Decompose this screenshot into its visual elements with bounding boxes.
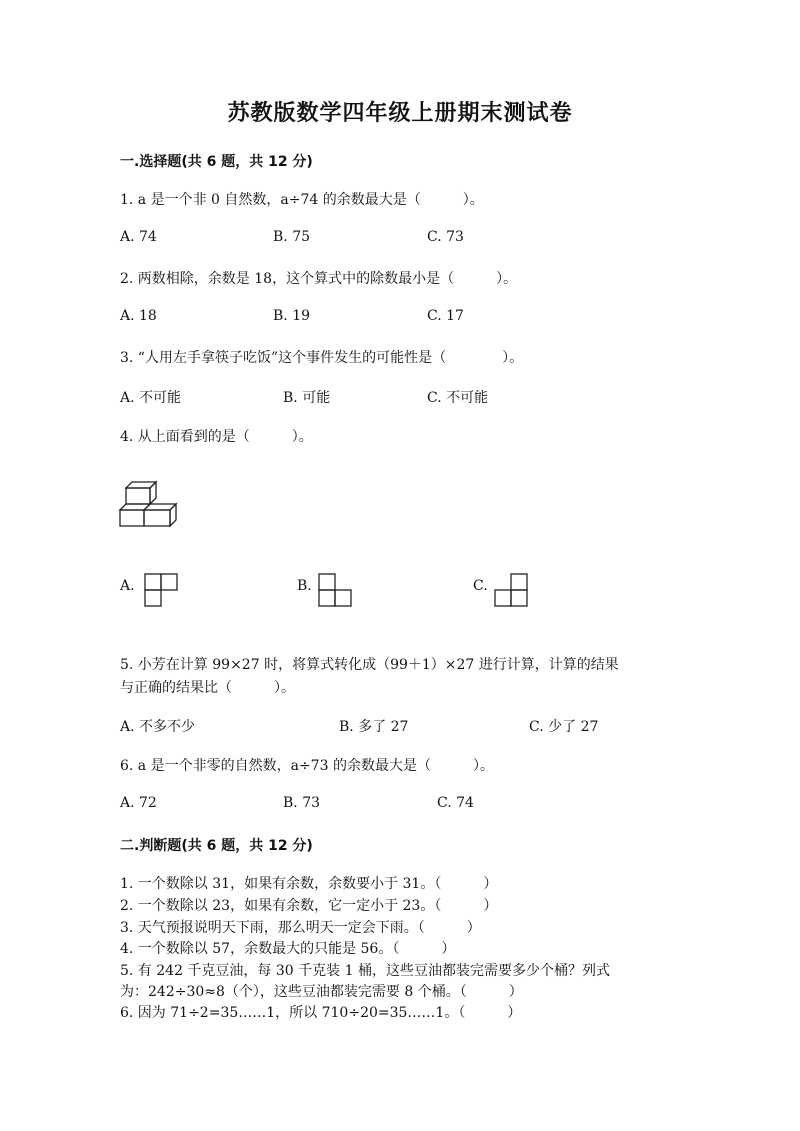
question-3-option-b: B. 可能: [283, 390, 331, 406]
question-4: 4. 从上面看到的是（ ）。: [120, 429, 313, 445]
question-5-line-1: 5. 小芳在计算 99×27 时，将算式转化成（99＋1）×27 进行计算，计算的结果: [120, 657, 619, 673]
question-4-option-c: C.: [473, 578, 488, 594]
question-1-option-a: A. 74: [120, 229, 157, 245]
cube-stack-figure: [118, 478, 184, 528]
question-6-option-a: A. 72: [120, 795, 157, 811]
question-1-option-c: C. 73: [427, 229, 464, 245]
question-3-option-c: C. 不可能: [427, 390, 489, 406]
question-2: 2. 两数相除，余数是 18，这个算式中的除数最小是（ ）。: [120, 271, 518, 287]
judgement-line-3: 3. 天气预报说明天下雨，那么明天一定会下雨。（ ）: [120, 920, 481, 936]
question-1: 1. a 是一个非 0 自然数，a÷74 的余数最大是（ ）。: [120, 192, 484, 208]
question-4-option-b: B.: [297, 578, 312, 594]
question-4-option-a: A.: [120, 578, 135, 594]
question-3-option-a: A. 不可能: [120, 390, 182, 406]
question-2-option-c: C. 17: [427, 308, 464, 324]
view-option-b-figure: [318, 572, 354, 608]
section-heading-choice: 一.选择题(共 6 题，共 12 分): [120, 154, 313, 170]
judgement-line-1: 1. 一个数除以 31，如果有余数，余数要小于 31。（ ）: [120, 876, 498, 892]
question-5-option-a: A. 不多不少: [120, 719, 196, 735]
judgement-line-5b: 为：242÷30≈8（个），这些豆油都装完需要 8 个桶。（ ）: [120, 984, 523, 1000]
judgement-line-5a: 5. 有 242 千克豆油，每 30 千克装 1 桶，这些豆油都装完需要多少个桶？列式: [120, 963, 610, 979]
page-title: 苏教版数学四年级上册期末测试卷: [227, 101, 573, 126]
question-6-option-b: B. 73: [283, 795, 321, 811]
judgement-line-2: 2. 一个数除以 23，如果有余数，它一定小于 23。（ ）: [120, 898, 498, 914]
question-5-option-b: B. 多了 27: [339, 719, 409, 735]
question-6: 6. a 是一个非零的自然数，a÷73 的余数最大是（ ）。: [120, 758, 494, 774]
view-option-a-figure: [144, 572, 178, 608]
question-2-option-b: B. 19: [273, 308, 311, 324]
judgement-line-6: 6. 因为 71÷2=35……1，所以 710÷20=35……1。（ ）: [120, 1005, 522, 1021]
view-option-c-figure: [494, 572, 530, 608]
section-heading-judgement: 二.判断题(共 6 题，共 12 分): [120, 838, 313, 854]
question-5-line-2: 与正确的结果比（ ）。: [120, 680, 295, 696]
question-1-option-b: B. 75: [273, 229, 311, 245]
judgement-line-4: 4. 一个数除以 57，余数最大的只能是 56。（ ）: [120, 941, 456, 957]
question-2-option-a: A. 18: [120, 308, 157, 324]
question-6-option-c: C. 74: [437, 795, 474, 811]
question-3: 3. “人用左手拿筷子吃饭”这个事件发生的可能性是（ ）。: [120, 350, 524, 366]
question-5-option-c: C. 少了 27: [529, 719, 599, 735]
